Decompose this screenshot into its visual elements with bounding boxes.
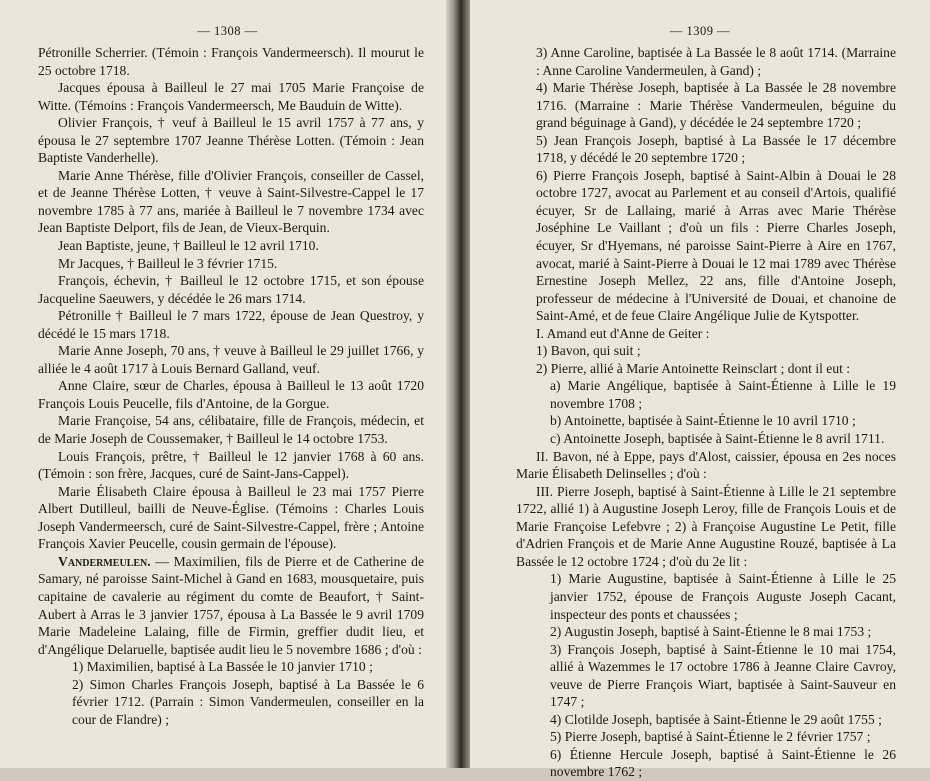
list-item: c) Antoinette Joseph, baptisée à Saint-Étienne le 8 avril 1711. — [550, 431, 885, 447]
list-item: 2) Pierre, allié à Marie Antoinette Reinsclart ; dont il eut : — [536, 360, 851, 376]
right-page — [470, 0, 930, 780]
paragraph: Marie Françoise, 54 ans, célibataire, fille de François, médecin, et de Marie Joseph de Coussemaker, † Bailleul le 14 octobre 1753. — [38, 413, 424, 447]
paragraph: Marie Anne Thérèse, fille d'Olivier François, conseiller de Cassel, et de Jeanne Thérèse Lotten, † veuve à Saint-Silvestre-Cappel le 17 novembre 1785 à 77 ans, mariée à Bailleul le 7 novembre 1734 avec Jean Baptiste Delport, fils de Jean, de Vieux-Berquin. — [38, 167, 424, 236]
list-item: 1) Maximilien, baptisé à La Bassée le 10 janvier 1710 ; — [72, 659, 373, 675]
paragraph: Marie Élisabeth Claire épousa à Bailleul le 23 mai 1757 Pierre Albert Dutilleul, bailli de Neuve-Église. (Témoins : Charles Louis Joseph Vandermeersch, curé de Saint-Silvestre-Cappel, frère ; Antoine François Xavier Peucelle, cousin germain de l'épouse). — [38, 483, 424, 552]
paragraph: Louis François, prêtre, † Bailleul le 12 janvier 1768 à 60 ans. (Témoin : son frère, Jacques, curé de Saint-Jans-Cappel). — [38, 448, 424, 482]
list-item: 4) Marie Thérèse Joseph, baptisée à La Bassée le 28 novembre 1716. (Marraine : Marie Thérèse Vandermeulen, béguine du grand béguinage à Gand), y décédée le 24 septembre 1720 ; — [536, 80, 896, 131]
list-item: 6) Pierre François Joseph, baptisé à Saint-Albin à Douai le 28 octobre 1727, avocat au Parlement et au conseil d'Artois, qualifié écuyer, Sr de Lallaing, marié à Arras avec Marie Thérèse Joséphine Le Vaillant ; d'où un fils : Pierre Charles Joseph, écuyer, Sr d'Hyemans, né paroisse Saint-Pierre à Aire en 1767, avocat, marié à Saint-Pierre à Douai le 12 mai 1789 avec Thérèse Ernestine Joseph Mellez, 22 ans, fille d'Antoine Joseph, professeur de médecine à l'Université de Douai, et chanoine de Saint-Amé, et de feue Claire Angélique Julie de Kytspotter. — [536, 167, 896, 324]
section-paragraph — [38, 553, 424, 658]
paragraph: François, échevin, † Bailleul le 12 octobre 1715, et son épouse Jacqueline Saeuwers, y décédée le 26 mars 1714. — [38, 273, 424, 306]
paragraph: III. Pierre Joseph, baptisé à Saint-Étienne à Lille le 21 septembre 1722, allié 1) à Augustine Joseph Leroy, fille de François Louis et de Marie Françoise Lefebvre ; 2) à Françoise Augustine Le Petit, fille d'Adrien François et de Marie Anne Augustine Rouzé, baptisée à La Bassée le 12 octobre 1724 ; d'où du 2e lit : — [516, 483, 896, 569]
paragraph: Marie Anne Joseph, 70 ans, † veuve à Bailleul le 29 juillet 1766, y alliée le 4 août 1717 à Louis Bernard Galland, veuf. — [38, 343, 424, 376]
paragraph: I. Amand eut d'Anne de Geiter : — [536, 325, 710, 341]
right-page-text — [516, 44, 896, 781]
list-item: 5) Pierre Joseph, baptisé à Saint-Étienne le 2 février 1757 ; — [550, 729, 871, 745]
list-item: 5) Jean François Joseph, baptisé à La Bassée le 17 décembre 1718, y décédé le 20 septembre 1720 ; — [536, 132, 896, 166]
paragraph: Anne Claire, sœur de Charles, épousa à Bailleul le 13 août 1720 François Louis Peucelle, fils d'Antoine, de la Gorgue. — [38, 378, 424, 411]
list-item: 2) Augustin Joseph, baptisé à Saint-Étienne le 8 mai 1753 ; — [550, 624, 872, 640]
list-item: a) Marie Angélique, baptisée à Saint-Étienne à Lille le 19 novembre 1708 ; — [550, 378, 896, 411]
paragraph: Olivier François, † veuf à Bailleul le 15 avril 1757 à 77 ans, y épousa le 27 septembre 1707 Jeanne Thérèse Lotten. (Témoin : Jean Baptiste Vanderhelle). — [38, 115, 424, 166]
paragraph: Jean Baptiste, jeune, † Bailleul le 12 avril 1710. — [58, 238, 319, 254]
paragraph: Jacques épousa à Bailleul le 27 mai 1705 Marie Françoise de Witte. (Témoins : François Vandermeersch, Me Bauduin de Witte). — [38, 80, 424, 113]
section-heading: Vandermeulen. — [58, 553, 151, 569]
list-item: 3) François Joseph, baptisé à Saint-Étienne le 10 mai 1754, allié à Wazemmes le 17 octobre 1786 à Jeanne Claire Cavroy, veuve de Pierre François Wiart, baptisée à Saint-Sauveur en 1747 ; — [550, 641, 896, 710]
list-item: 2) Simon Charles François Joseph, baptisé à La Bassée le 6 février 1712. (Parrain : Simon Vandermeulen, conseiller en la cour de Flandre) ; — [72, 676, 424, 727]
list-item: 3) Anne Caroline, baptisée à La Bassée le 8 août 1714. (Marraine : Anne Caroline Vandermeulen, à Gand) ; — [536, 45, 896, 78]
page-number-right: — 1309 — — [669, 24, 731, 38]
paragraph: Pétronille Scherrier. (Témoin : François Vandermeersch). Il mourut le 25 octobre 1718. — [38, 45, 424, 78]
paragraph: II. Bavon, né à Eppe, pays d'Alost, caissier, épousa en 2es noces Marie Élisabeth Delinselles ; d'où : — [516, 448, 896, 482]
paragraph: Pétronille † Bailleul le 7 mars 1722, épouse de Jean Questroy, y décédé le 15 mars 1718. — [38, 308, 424, 341]
list-item: b) Antoinette, baptisée à Saint-Étienne le 10 avril 1710 ; — [550, 413, 856, 429]
left-page-text — [38, 44, 424, 728]
left-page — [0, 0, 455, 768]
list-item: 1) Marie Augustine, baptisée à Saint-Étienne à Lille le 25 janvier 1752, épouse de François Auguste Joseph Cacant, inspecteur des ponts et chaussées ; — [550, 571, 896, 622]
list-item: 1) Bavon, qui suit ; — [536, 343, 641, 359]
paragraph: Mr Jacques, † Bailleul le 3 février 1715. — [58, 255, 278, 271]
list-item: 6) Étienne Hercule Joseph, baptisé à Saint-Étienne le 26 novembre 1762 ; — [550, 746, 896, 780]
section-text: — Maximilien, fils de Pierre et de Catherine de Samary, né paroisse Saint-Michel à Gand en 1683, mousquetaire, puis capitaine de cavalerie au régiment du comte de Beaufort, † Saint-Aubert à Arras le 3 janvier 1757, épousa à La Bassée le 9 avril 1709 Marie Madeleine Lalaing, fille de Firmin, greffier dudit lieu, et d'Angélique Delaruelle, baptisée audit lieu le 5 novembre 1686 ; d'où : — [38, 553, 424, 657]
list-item: 4) Clotilde Joseph, baptisée à Saint-Étienne le 29 août 1755 ; — [550, 711, 882, 727]
page-number-left: — 1308 — — [197, 24, 258, 38]
